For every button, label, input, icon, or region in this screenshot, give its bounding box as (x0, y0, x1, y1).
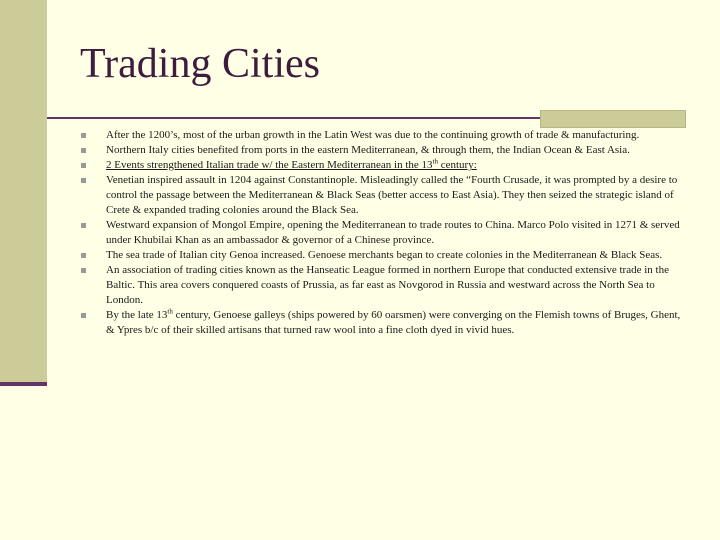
bullet-item (81, 248, 685, 263)
bullet-item (81, 158, 685, 173)
slide-title: Trading Cities (80, 41, 320, 87)
bullet-text (106, 309, 680, 336)
bullet-text: Venetian inspired assault in 1204 against Constantinople. Misleadingly called the “Fourth Crusade, it was prompted by a desire to control the passage between the Mediterranean & Black Seas (better access to East Asia). They then seized the strategic island of Crete & expanded trading colonies around the Black Sea. (106, 174, 678, 216)
title-rule-block (540, 110, 686, 128)
bullet-item (81, 218, 685, 248)
square-bullet-icon (81, 148, 86, 153)
square-bullet-icon (81, 313, 86, 318)
ordinal-suffix: th (167, 307, 173, 316)
bullet-text-tail: century, Genoese galleys (ships powered by 60 oarsmen) were converging on the Flemish towns of Bruges, Ghent, & Ypres b/c of their skilled artisans that turned raw wool into a fine cloth dyed in vivid hues. (106, 309, 681, 336)
ordinal-suffix: th (432, 157, 438, 166)
square-bullet-icon (81, 223, 86, 228)
bullet-text (106, 159, 477, 171)
bullet-item (81, 143, 685, 158)
square-bullet-icon (81, 253, 86, 258)
bullet-item (81, 263, 685, 308)
bullet-text-main: By the late 13 (106, 309, 168, 321)
bullet-text-main: 2 Events strengthened Italian trade w/ the Eastern Mediterranean in the 13 (106, 159, 433, 171)
square-bullet-icon (81, 133, 86, 138)
square-bullet-icon (81, 178, 86, 183)
bullet-text: Northern Italy cities benefited from ports in the eastern Mediterranean, & through them, the Indian Ocean & East Asia. (106, 144, 630, 156)
bullet-text: Westward expansion of Mongol Empire, opening the Mediterranean to trade routes to China. Marco Polo visited in 1271 & served under Khubilai Khan as an ambassador & governor of a Chinese province. (106, 219, 680, 246)
left-accent-band-foot (0, 382, 47, 386)
bullet-item (81, 308, 685, 338)
bullet-list (81, 128, 685, 338)
bullet-item (81, 173, 685, 218)
square-bullet-icon (81, 268, 86, 273)
left-accent-band (0, 0, 47, 382)
bullet-text: An association of trading cities known as the Hanseatic League formed in northern Europe that conducted extensive trade in the Baltic. This area covers conquered coasts of Prussia, as far east as Novgorod in Russia and westward across the North Sea to London. (106, 264, 669, 306)
bullet-item (81, 128, 685, 143)
bullet-text-tail: century: (437, 159, 477, 171)
bullet-text: The sea trade of Italian city Genoa increased. Genoese merchants began to create colonies in the Mediterranean & Black Seas. (106, 249, 663, 261)
square-bullet-icon (81, 163, 86, 168)
bullet-text: After the 1200’s, most of the urban growth in the Latin West was due to the continuing growth of trade & manufacturing. (106, 129, 640, 141)
